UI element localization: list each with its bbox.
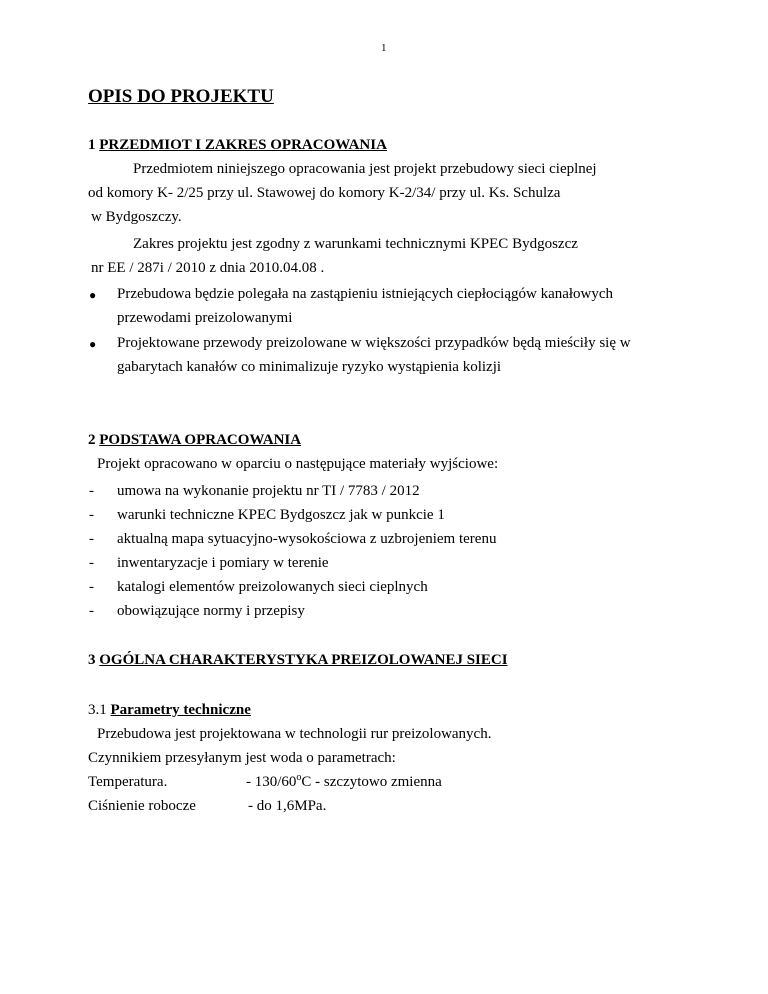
section-1-line-1: Przedmiotem niniejszego opracowania jest projekt przebudowy sieci cieplnej [133,161,597,177]
param-pressure-label: Ciśnienie robocze [88,798,196,814]
section-2-item: obowiązujące normy i przepisy [117,603,305,619]
bullet-1-line-2: przewodami preizolowanymi [117,310,293,326]
param-temperature-label: Temperatura. [88,774,168,790]
dash-marker: - [89,579,94,595]
bullet-icon: ● [89,337,97,351]
section-2-title: PODSTAWA OPRACOWANIA [99,432,302,448]
subsection-3-1-heading [88,702,251,719]
subsection-3-1-title: Parametry techniczne [110,702,251,718]
section-2-item: inwentaryzacje i pomiary w terenie [117,555,329,571]
subsection-3-1-number: 3.1 [88,702,107,718]
section-2-item: warunki techniczne KPEC Bydgoszcz jak w punkcie 1 [117,507,445,523]
dash-marker: - [89,531,94,547]
subsection-3-1-line-2: Czynnikiem przesyłanym jest woda o parametrach: [88,750,396,766]
param-temperature-value-post: C - szczytowo zmienna [301,774,442,790]
degree-sup: o [296,772,302,783]
section-1-line-3: w Bydgoszczy. [91,209,182,225]
section-1-line-4: Zakres projektu jest zgodny z warunkami technicznymi KPEC Bydgoszcz [133,236,578,252]
document-title: OPIS DO PROJEKTU [88,86,274,107]
section-1-line-2: od komory K- 2/25 przy ul. Stawowej do komory K-2/34/ przy ul. Ks. Schulza [88,185,561,201]
section-2-item: katalogi elementów preizolowanych sieci cieplnych [117,579,428,595]
section-1-title: PRZEDMIOT I ZAKRES OPRACOWANIA [99,137,387,153]
section-3-title: OGÓLNA CHARAKTERYSTYKA PREIZOLOWANEJ SIECI [99,652,508,668]
bullet-2-line-1: Projektowane przewody preizolowane w większości przypadków będą mieściły się w [117,335,631,351]
dash-marker: - [89,507,94,523]
section-1-line-5: nr EE / 287i / 2010 z dnia 2010.04.08 . [91,260,325,276]
dash-marker: - [89,483,94,499]
section-3-number: 3 [88,652,96,668]
param-temperature-value-pre: - 130/60 [246,774,297,790]
section-1-heading [88,137,387,154]
section-1-number: 1 [88,137,96,153]
subsection-3-1-line-1: Przebudowa jest projektowana w technologii rur preizolowanych. [97,726,492,742]
section-2-number: 2 [88,432,96,448]
section-2-intro: Projekt opracowano w oparciu o następujące materiały wyjściowe: [97,456,499,472]
page-number: 1 [381,42,387,54]
section-2-item: umowa na wykonanie projektu nr TI / 7783 / 2012 [117,483,420,499]
dash-marker: - [89,603,94,619]
section-2-heading [88,432,301,449]
section-2-item: aktualną mapa sytuacyjno-wysokościowa z uzbrojeniem terenu [117,531,497,547]
dash-marker: - [89,555,94,571]
bullet-1-line-1: Przebudowa będzie polegała na zastąpieniu istniejących ciepłociągów kanałowych [117,286,614,302]
param-temperature-value [246,774,442,791]
bullet-2-line-2: gabarytach kanałów co minimalizuje ryzyko wystąpienia kolizji [117,359,502,375]
section-3-heading [88,652,508,669]
param-pressure-value: - do 1,6MPa. [248,798,327,814]
bullet-icon: ● [89,288,97,302]
